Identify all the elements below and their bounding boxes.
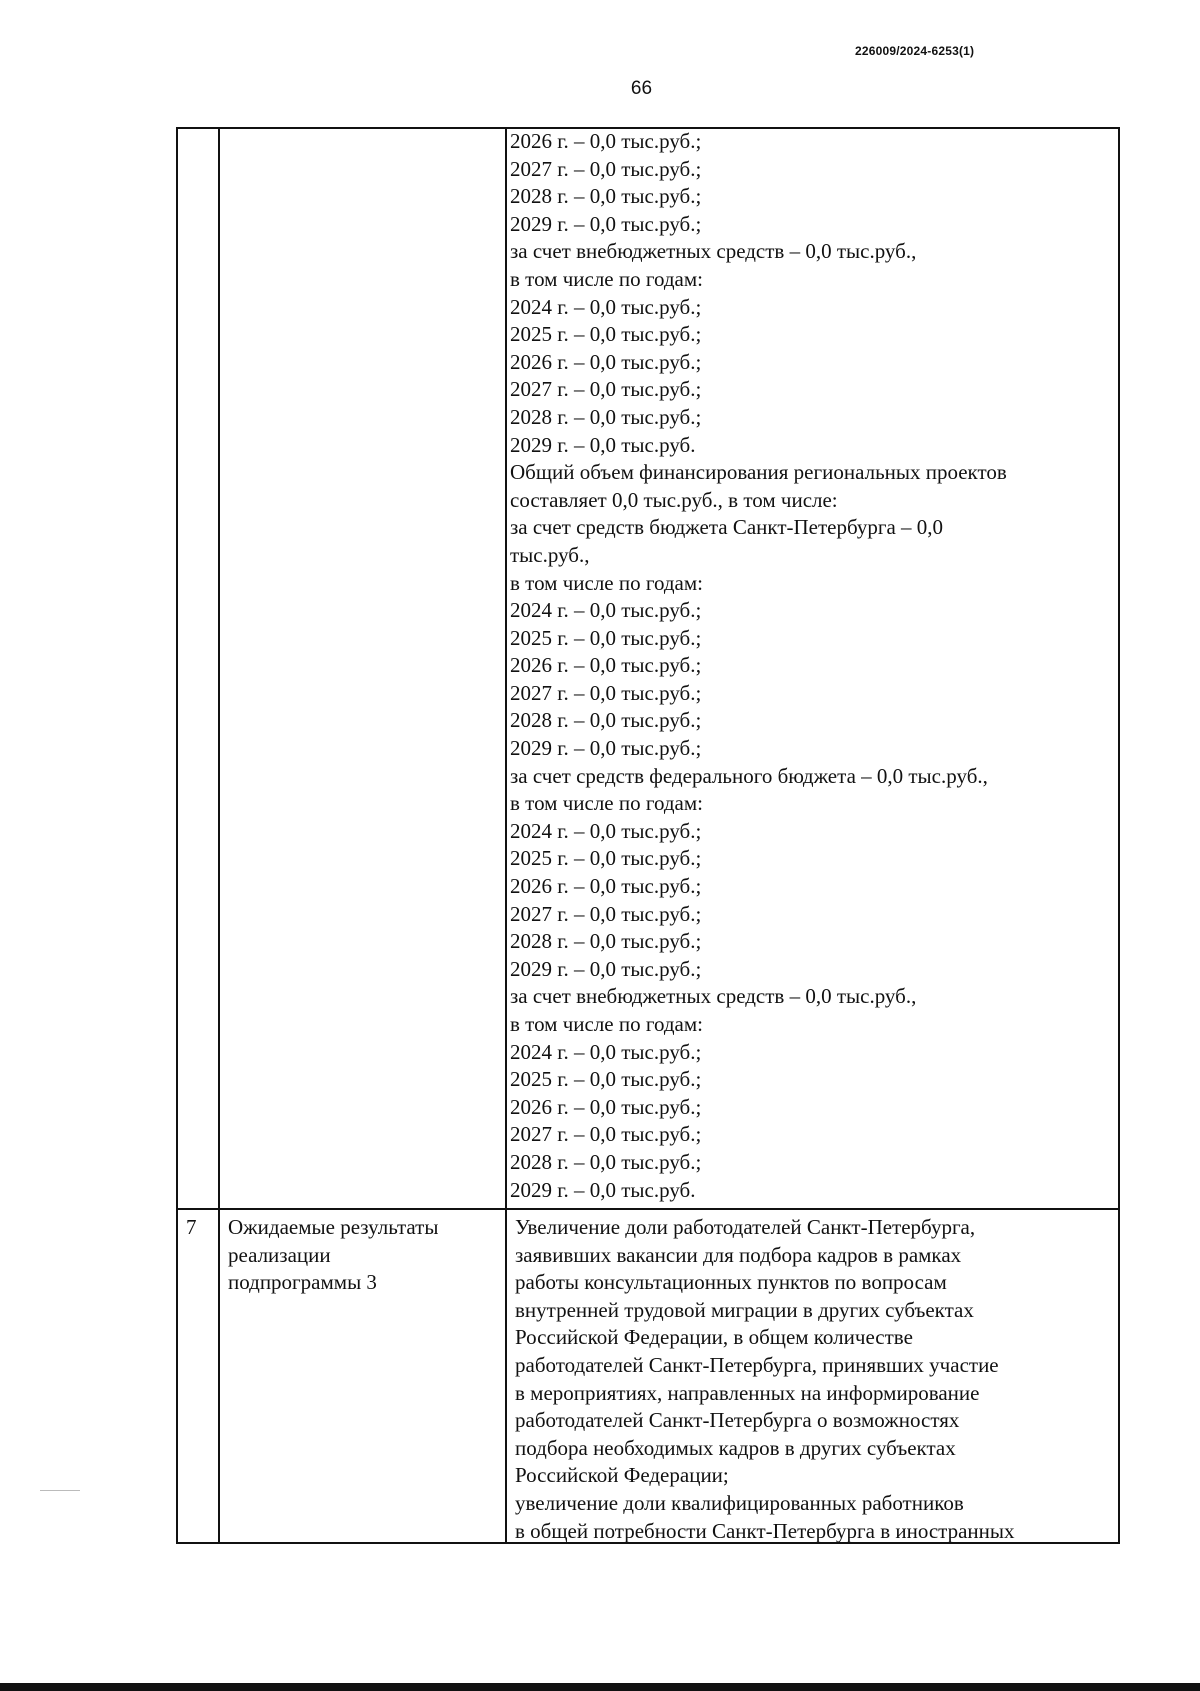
text-line: 2028 г. – 0,0 тыс.руб.; [510,404,702,429]
text-line: 2025 г. – 0,0 тыс.руб.; [510,625,702,650]
text-line: 2028 г. – 0,0 тыс.руб.; [510,929,702,954]
row-value [515,1214,1115,1545]
text-line: 2025 г. – 0,0 тыс.руб.; [510,846,702,871]
value-line: в мероприятиях, направленных на информирование [515,1380,980,1405]
text-line: 2024 г. – 0,0 тыс.руб.; [510,1039,702,1064]
text-line: 2026 г. – 0,0 тыс.руб.; [510,129,702,153]
text-line: 2029 г. – 0,0 тыс.руб. [510,432,696,457]
label-line: подпрограммы 3 [228,1270,377,1295]
text-line: в том числе по годам: [510,1012,703,1036]
text-line: 2024 г. – 0,0 тыс.руб.; [510,818,702,843]
value-line: в общей потребности Санкт-Петербурга в иностранных [515,1518,1015,1543]
scan-bottom-edge [0,1683,1200,1691]
value-line: увеличение доли квалифицированных работников [515,1490,964,1515]
text-line: за счет средств федерального бюджета – 0,0 тыс.руб., [510,763,988,788]
text-line: 2027 г. – 0,0 тыс.руб.; [510,377,702,402]
text-line: 2024 г. – 0,0 тыс.руб.; [510,294,702,319]
text-line: в том числе по годам: [510,791,703,816]
label-line: Ожидаемые результаты [228,1215,439,1239]
text-line: 2028 г. – 0,0 тыс.руб.; [510,708,702,733]
text-line: 2028 г. – 0,0 тыс.руб.; [510,1149,702,1174]
text-line: в том числе по годам: [510,570,703,595]
text-line: 2027 г. – 0,0 тыс.руб.; [510,1122,702,1147]
row-number: 7 [186,1215,197,1239]
text-line: 2025 г. – 0,0 тыс.руб.; [510,1067,702,1092]
text-line: 2029 г. – 0,0 тыс.руб. [510,1177,696,1202]
page-number: 66 [630,78,653,99]
value-line: внутренней трудовой миграции в других субъектах [515,1297,974,1322]
text-line: 2024 г. – 0,0 тыс.руб.; [510,598,702,623]
text-line: 2028 г. – 0,0 тыс.руб.; [510,184,702,209]
text-line: за счет внебюджетных средств – 0,0 тыс.руб., [510,239,917,264]
text-line: за счет внебюджетных средств – 0,0 тыс.руб., [510,984,917,1009]
column-divider-1 [218,127,220,1544]
document-id: 226009/2024-6253(1) [855,44,975,58]
label-line: реализации [228,1242,331,1267]
financing-cell [510,128,1110,1204]
text-line: 2026 г. – 0,0 тыс.руб.; [510,874,702,899]
column-divider-2 [505,127,507,1544]
text-line: тыс.руб., [510,542,590,567]
text-line: 2026 г. – 0,0 тыс.руб.; [510,1094,702,1119]
value-line: Увеличение доли работодателей Санкт-Петербурга, [515,1215,976,1239]
text-line: 2027 г. – 0,0 тыс.руб.; [510,156,702,181]
text-line: за счет средств бюджета Санкт-Петербурга – 0,0 [510,515,944,540]
value-line: подбора необходимых кадров в других субъектах [515,1435,956,1460]
value-line: Российской Федерации; [515,1463,729,1488]
text-line: 2029 г. – 0,0 тыс.руб.; [510,736,702,761]
text-line: Общий объем финансирования региональных проектов [510,460,1007,485]
text-line: 2026 г. – 0,0 тыс.руб.; [510,653,702,678]
text-line: 2027 г. – 0,0 тыс.руб.; [510,901,702,926]
margin-mark [40,1490,80,1491]
row-label [228,1214,498,1297]
row-divider [176,1208,1120,1210]
value-line: Российской Федерации, в общем количестве [515,1325,913,1350]
value-line: работы консультационных пунктов по вопросам [515,1270,947,1295]
value-line: работодателей Санкт-Петербурга, принявших участие [515,1352,999,1377]
text-line: в том числе по годам: [510,266,703,291]
text-line: 2025 г. – 0,0 тыс.руб.; [510,322,702,347]
text-line: 2027 г. – 0,0 тыс.руб.; [510,680,702,705]
value-line: заявивших вакансии для подбора кадров в рамках [515,1242,962,1267]
text-line: 2026 г. – 0,0 тыс.руб.; [510,349,702,374]
text-line: 2029 г. – 0,0 тыс.руб.; [510,956,702,981]
text-line: составляет 0,0 тыс.руб., в том числе: [510,487,838,512]
value-line: работодателей Санкт-Петербурга о возможностях [515,1408,960,1433]
text-line: 2029 г. – 0,0 тыс.руб.; [510,211,702,236]
